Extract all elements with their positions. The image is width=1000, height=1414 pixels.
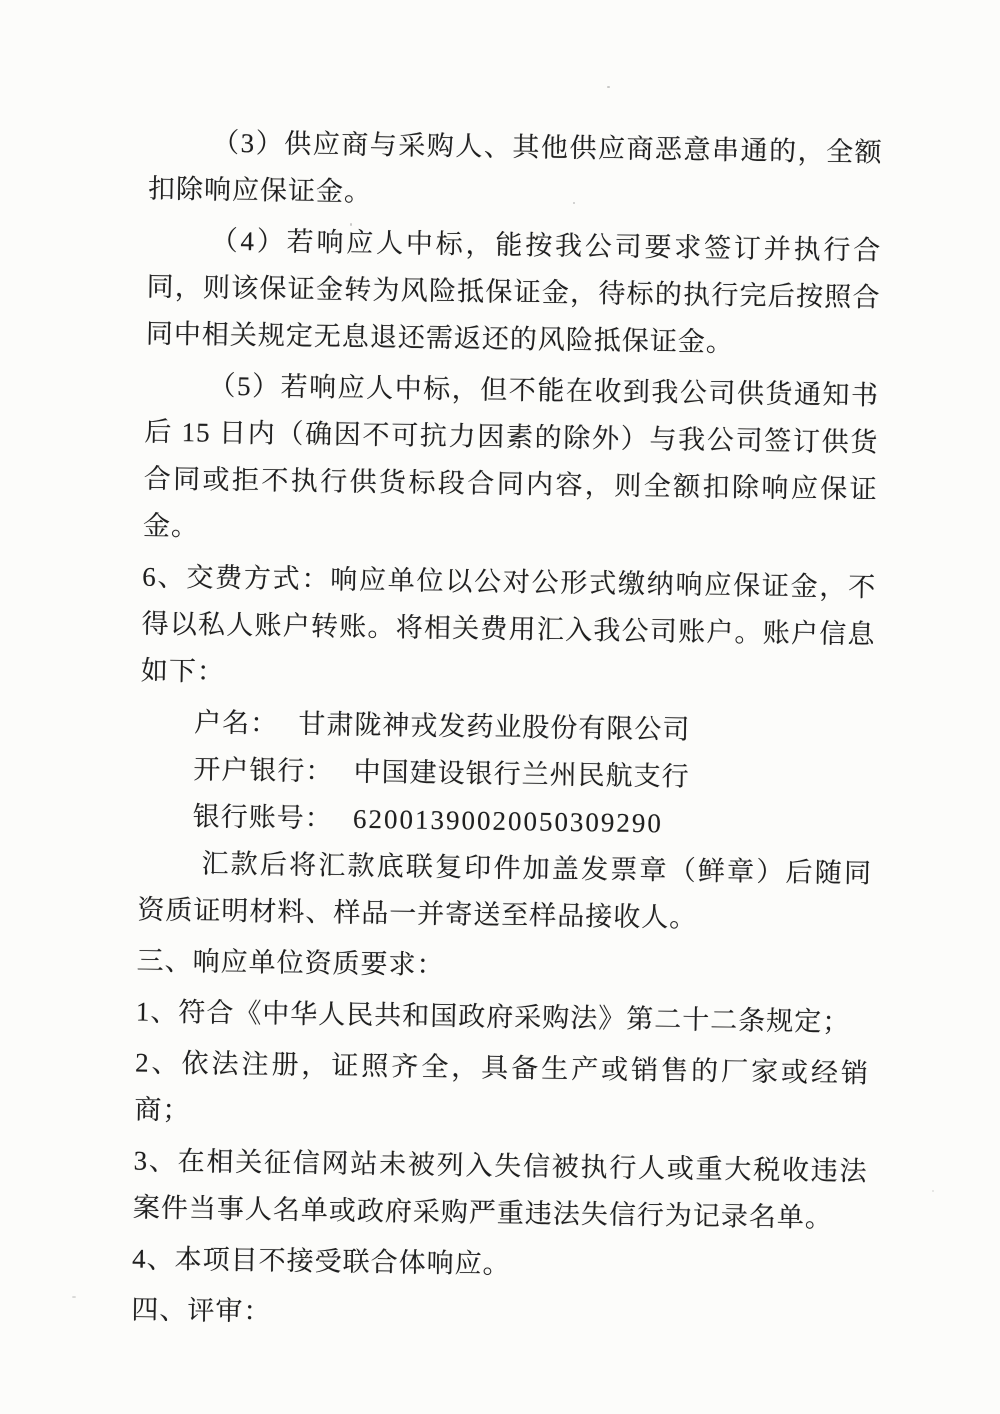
account-bank-value: 中国建设银行兰州民航支行 <box>353 756 690 792</box>
section-four-heading: 四、评审： <box>131 1294 272 1327</box>
account-info-block <box>138 699 874 851</box>
fee-method-paragraph: 6、交费方式：响应单位以公对公形式缴纳响应保证金，不得以私人账户转账。将相关费用汇入我公司账户。账户信息如下： <box>140 561 877 687</box>
requirement-item-4: 4、本项目不接受联合体响应。 <box>131 1243 511 1280</box>
clause-4-paragraph: （4）若响应人中标，能按我公司要求签订并执行合同，则该保证金转为风险抵保证金，待标的执行完后按照合同中相关规定无息退还需返还的风险抵保证金。 <box>145 225 882 358</box>
account-name-label: 户名： <box>193 707 279 739</box>
requirement-item-3: 3、在相关征信网站未被列入失信被执行人或重大税收违法案件当事人名单或政府采购严重违法失信行为记录名单。 <box>132 1145 868 1233</box>
scan-speck <box>607 86 610 88</box>
clause-5-paragraph: （5）若响应人中标，但不能在收到我公司供货通知书后 15 日内（确因不可抗力因素的除外）与我公司签订供货合同或拒不执行供货标段合同内容，则全额扣除响应保证金。 <box>142 370 880 542</box>
account-name-value: 甘肃陇神戎发药业股份有限公司 <box>298 708 691 745</box>
requirement-item-1: 1、符合《中华人民共和国政府采购法》第二十二条规定； <box>135 996 851 1038</box>
document-text-block <box>131 119 883 1349</box>
account-number-value: 62001390020050309290 <box>352 803 664 839</box>
scan-speck <box>350 223 352 226</box>
account-number-label: 银行账号： <box>192 801 333 834</box>
account-bank-label: 开户银行： <box>193 754 334 787</box>
requirement-item-2: 2、依法注册，证照齐全，具备生产或销售的厂家或经销商； <box>134 1047 870 1126</box>
remittance-paragraph: 汇款后将汇款底联复印件加盖发票章（鲜章）后随同资质证明材料、样品一并寄送至样品接收人。 <box>137 848 873 933</box>
scan-speck <box>932 1190 934 1192</box>
scan-speck <box>573 202 575 204</box>
clause-3-paragraph: （3）供应商与采购人、其他供应商恶意串通的，全额扣除响应保证金。 <box>147 127 883 207</box>
section-three-heading: 三、响应单位资质要求： <box>136 945 445 981</box>
scan-speck <box>72 1296 76 1298</box>
